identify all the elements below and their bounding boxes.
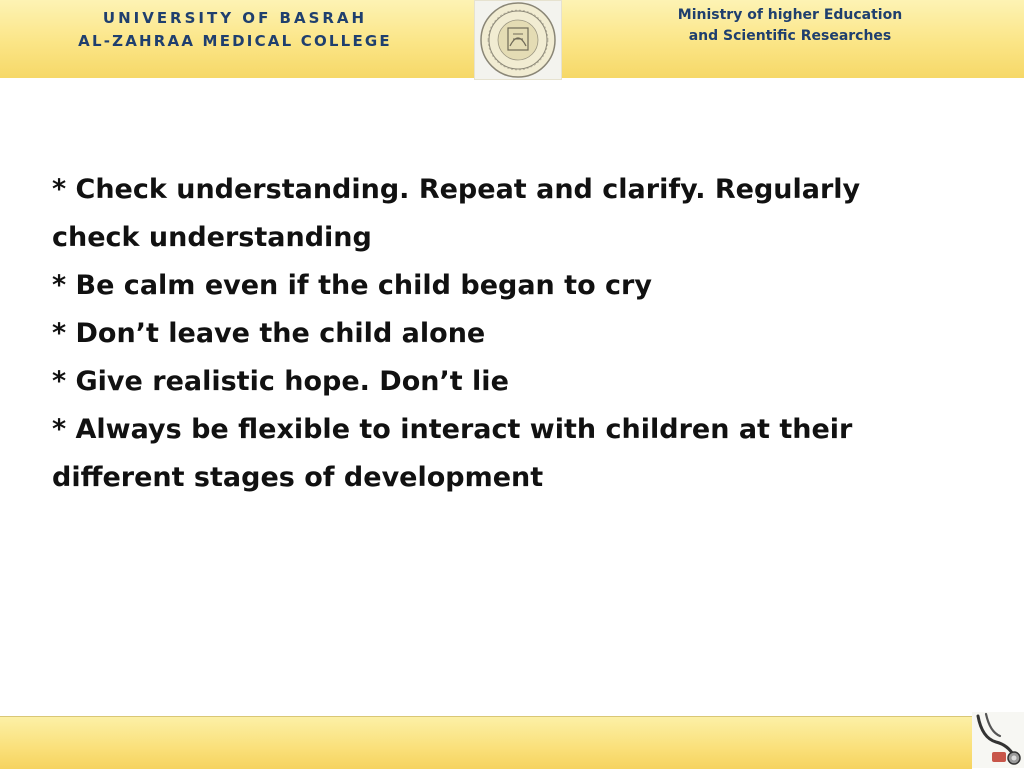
content-line: * Be calm even if the child began to cry [52,270,652,301]
ministry-line-1: Ministry of higher Education [677,7,903,23]
college-seal-icon [474,0,562,80]
university-block [0,0,470,78]
college-logo [474,0,562,80]
ministry-line-2: and Scientific Researches [688,28,892,44]
content-line: * Always be flexible to interact with children at their [52,414,853,445]
content-line: check understanding [52,222,372,253]
university-name: UNIVERSITY OF BASRAH [102,9,368,27]
stethoscope-image [972,712,1024,768]
header-banner [0,0,1024,78]
ministry-block [600,5,980,47]
slide-content [52,166,972,502]
college-name: AL-ZAHRAA MEDICAL COLLEGE [78,32,392,50]
content-line: * Don’t leave the child alone [52,318,486,349]
content-line: * Check understanding. Repeat and clarify. Regularly [52,174,861,205]
content-line: * Give realistic hope. Don’t lie [52,366,509,397]
footer-banner [0,716,972,769]
content-line: different stages of development [52,462,544,493]
stethoscope-icon [972,712,1024,768]
